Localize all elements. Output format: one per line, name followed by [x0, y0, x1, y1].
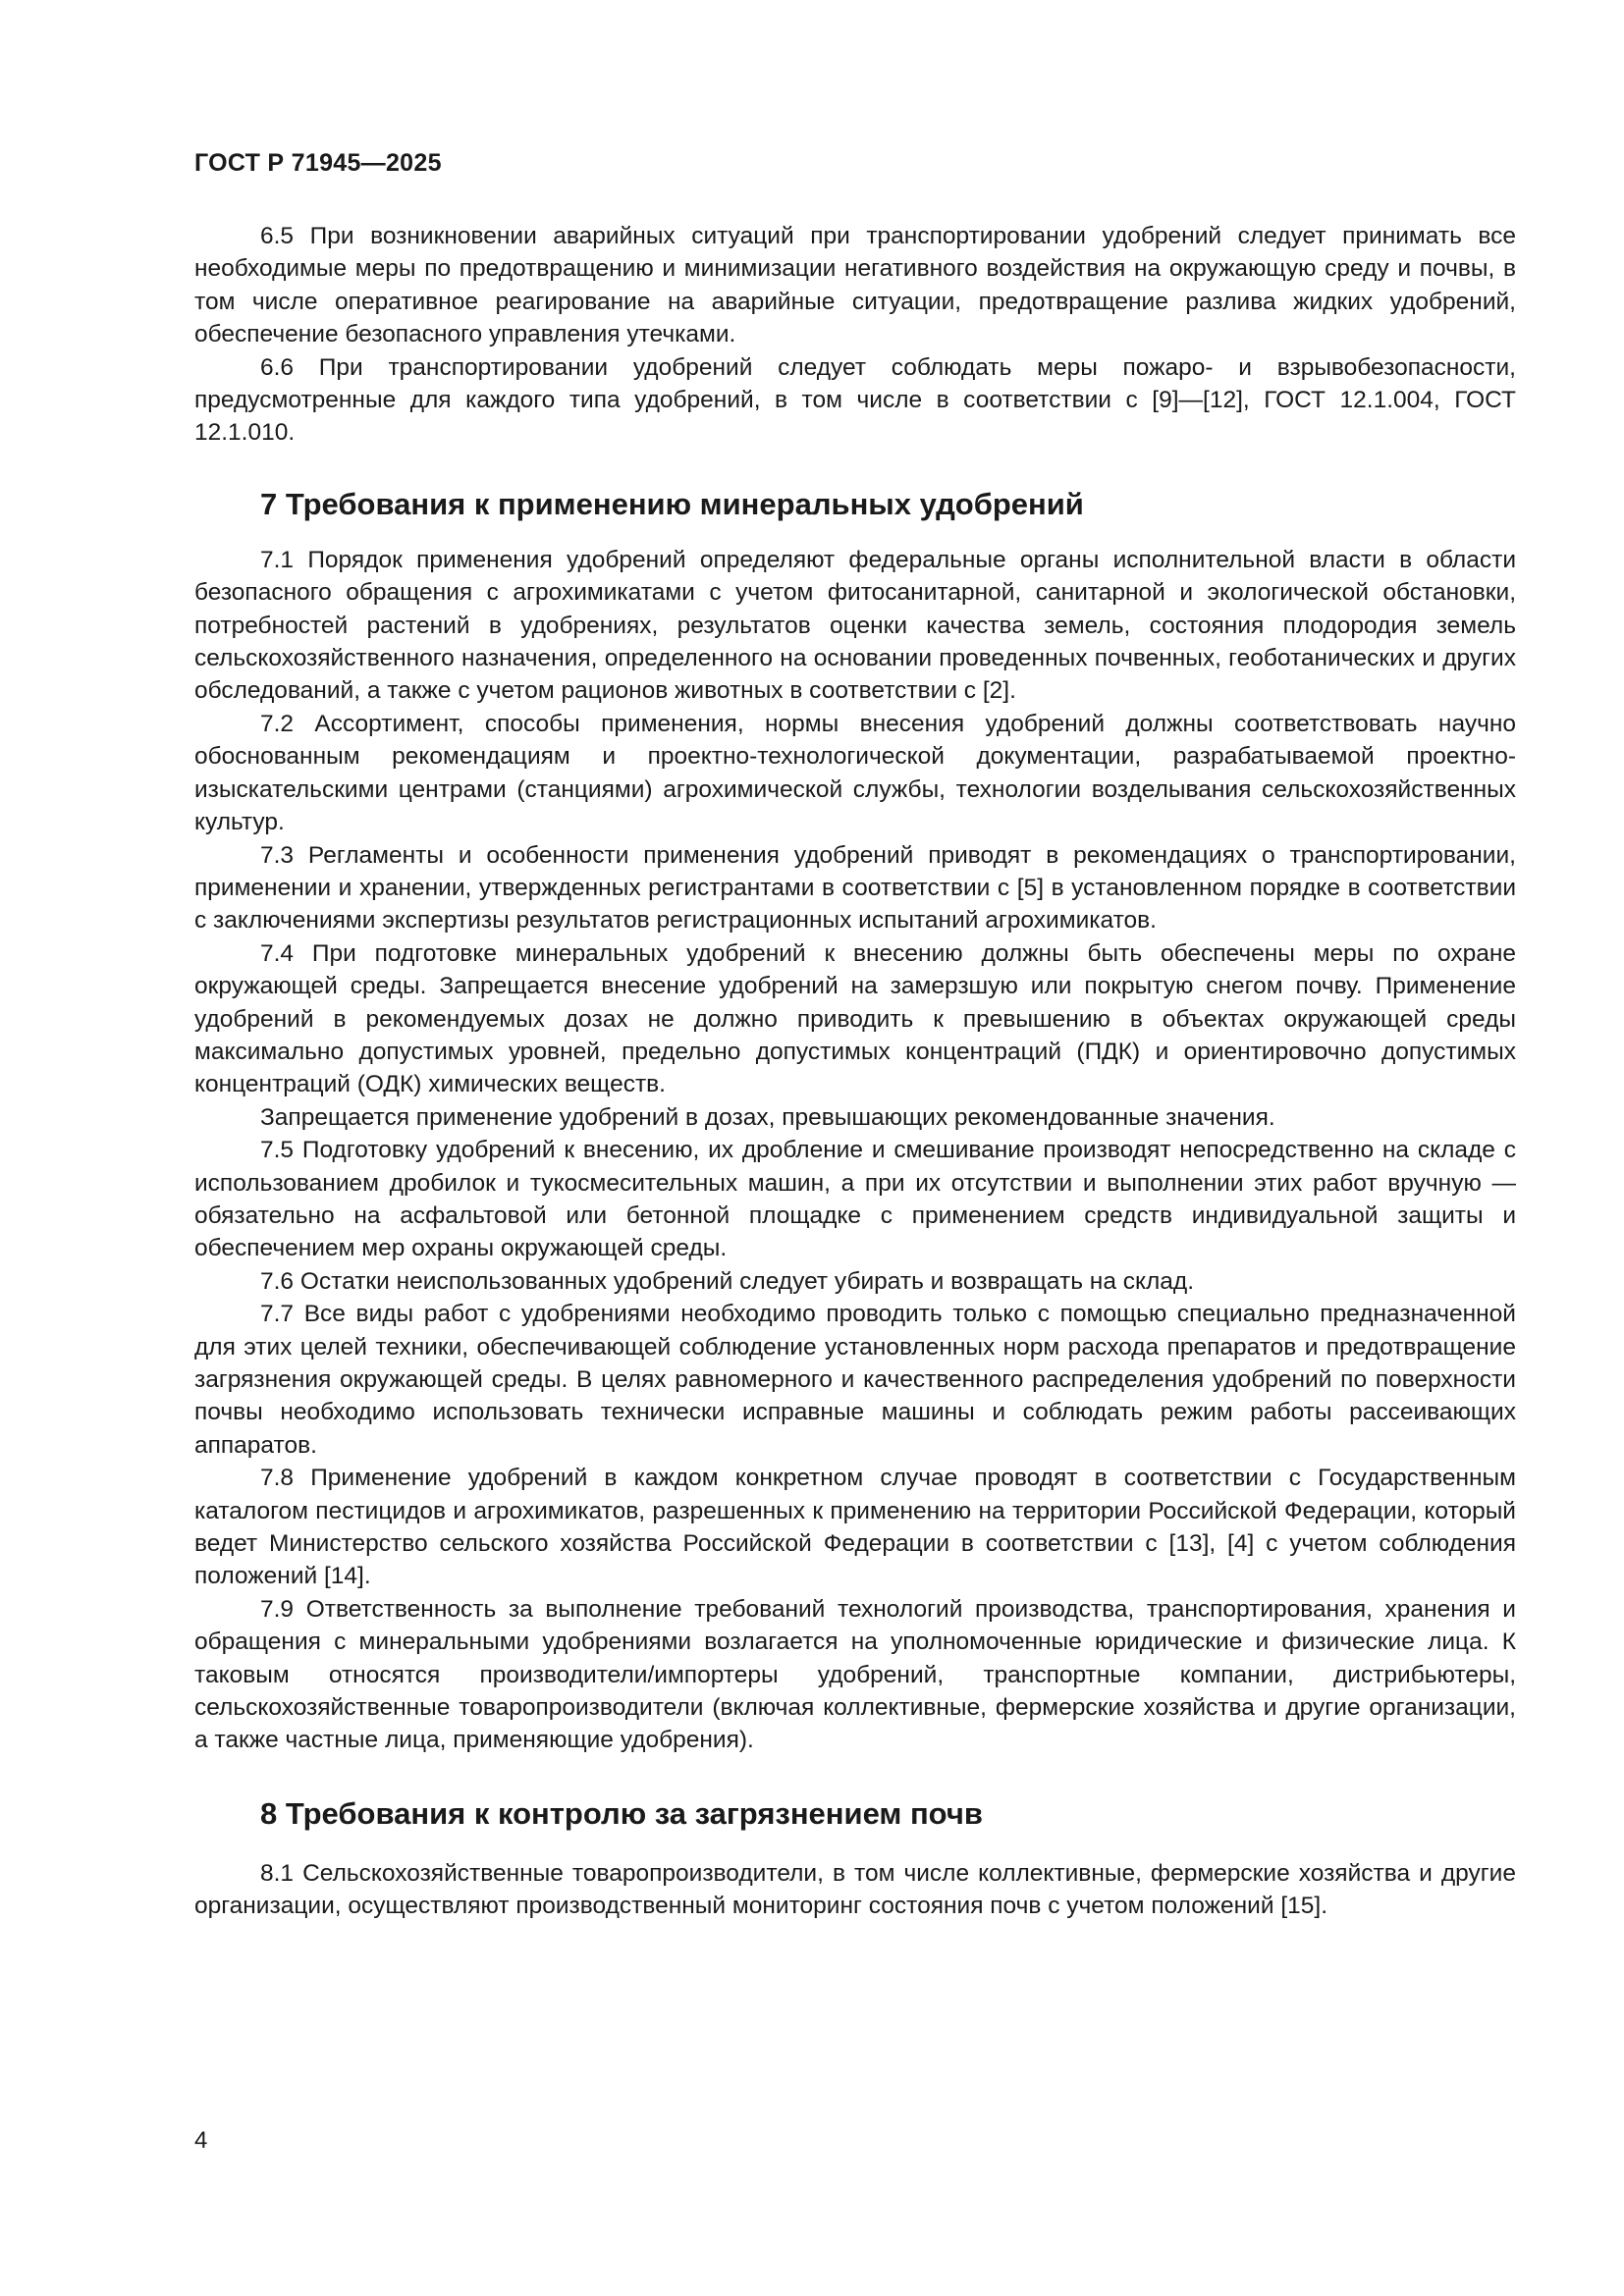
paragraph-7-4-prohibition: Запрещается применение удобрений в дозах, превышающих рекомендованные значения.	[260, 1103, 1275, 1131]
page-number: 4	[194, 2127, 208, 2154]
paragraph-7-7: 7.7 Все виды работ с удобрениями необходимо проводить только с помощью специально предназначенной для этих целей техники, обеспечивающей соблюдение установленных норм расхода препаратов и предотвращение загрязнения окружающей среды. В целях равномерного и качественного распределения удобрений по поверхности почвы необходимо использовать технически исправные машины и соблюдать режим работы рассеивающих аппаратов.	[194, 1301, 1516, 1459]
paragraph-7-1: 7.1 Порядок применения удобрений определяют федеральные органы исполнительной власти в области безопасного обращения с агрохимикатами с учетом фитосанитарной, санитарной и экологической обстановки, потребностей растений в удобрениях, результатов оценки качества земель, состояния плодородия земель сельскохозяйственного назначения, определенного на основании проведенных почвенных, геоботанических и других обследований, а также с учетом рационов животных в соответствии с [2].	[194, 546, 1516, 705]
paragraph-7-3: 7.3 Регламенты и особенности применения удобрений приводят в рекомендациях о транспортировании, применении и хранении, утвержденных регистрантами в соответствии с [5] в установленном порядке в соответствии с заключениями экспертизы результатов регистрационных испытаний агрохимикатов.	[194, 841, 1516, 934]
document-code: ГОСТ Р 71945—2025	[194, 149, 442, 177]
paragraph-6-6: 6.6 При транспортировании удобрений следует соблюдать меры пожаро- и взрывобезопасности, предусмотренные для каждого типа удобрений, в том числе в соответствии с [9]—[12], ГОСТ 12.1.004, ГОСТ 12.1.010.	[194, 353, 1516, 447]
section-7-heading: 7 Требования к применению минеральных удобрений	[260, 486, 1084, 521]
section-8-heading: 8 Требования к контролю за загрязнением почв	[260, 1795, 983, 1831]
paragraph-7-9: 7.9 Ответственность за выполнение требований технологий производства, транспортирования, хранения и обращения с минеральными удобрениями возлагается на уполномоченные юридические и физические лица. К таковым относятся производители/импортеры удобрений, транспортные компании, дистрибьютеры, сельскохозяйственные товаропроизводители (включая коллективные, фермерские хозяйства и другие организации, а также частные лица, применяющие удобрения).	[194, 1595, 1516, 1754]
paragraph-7-8: 7.8 Применение удобрений в каждом конкретном случае проводят в соответствии с Государственным каталогом пестицидов и агрохимикатов, разрешенных к применению на территории Российской Федерации, который ведет Министерство сельского хозяйства Российской Федерации в соответствии с [13], [4] с учетом соблюдения положений [14].	[194, 1465, 1516, 1590]
paragraph-7-5: 7.5 Подготовку удобрений к внесению, их дробление и смешивание производят непосредственно на складе с использованием дробилок и тукосмесительных машин, а при их отсутствии и выполнении этих работ вручную — обязательно на асфальтовой или бетонной площадке с применением средств индивидуальной защиты и обеспечением мер охраны окружающей среды.	[194, 1137, 1516, 1262]
paragraph-7-2: 7.2 Ассортимент, способы применения, нормы внесения удобрений должны соответствовать научно обоснованным рекомендациям и проектно-технологической документации, разрабатываемой проектно-изыскательскими центрами (станциями) агрохимической службы, технологии возделывания сельскохозяйственных культур.	[194, 710, 1516, 836]
page-content	[194, 220, 1516, 1923]
paragraph-6-5: 6.5 При возникновении аварийных ситуаций при транспортировании удобрений следует принимать все необходимые меры по предотвращению и минимизации негативного воздействия на окружающую среду и почвы, в том числе оперативное реагирование на аварийные ситуации, предотвращение разлива жидких удобрений, обеспечение безопасного управления утечками.	[194, 223, 1516, 348]
paragraph-7-4: 7.4 При подготовке минеральных удобрений к внесению должны быть обеспечены меры по охране окружающей среды. Запрещается внесение удобрений на замерзшую или покрытую снегом почву. Применение удобрений в рекомендуемых дозах не должно приводить к превышению в объектах окружающей среды максимально допустимых уровней, предельно допустимых концентраций (ПДК) и ориентировочно допустимых концентраций (ОДК) химических веществ.	[194, 939, 1516, 1098]
paragraph-7-6: 7.6 Остатки неиспользованных удобрений следует убирать и возвращать на склад.	[260, 1267, 1195, 1295]
paragraph-8-1: 8.1 Сельскохозяйственные товаропроизводители, в том числе коллективные, фермерские хозяйства и другие организации, осуществляют производственный мониторинг состояния почв с учетом положений [15].	[194, 1859, 1516, 1920]
